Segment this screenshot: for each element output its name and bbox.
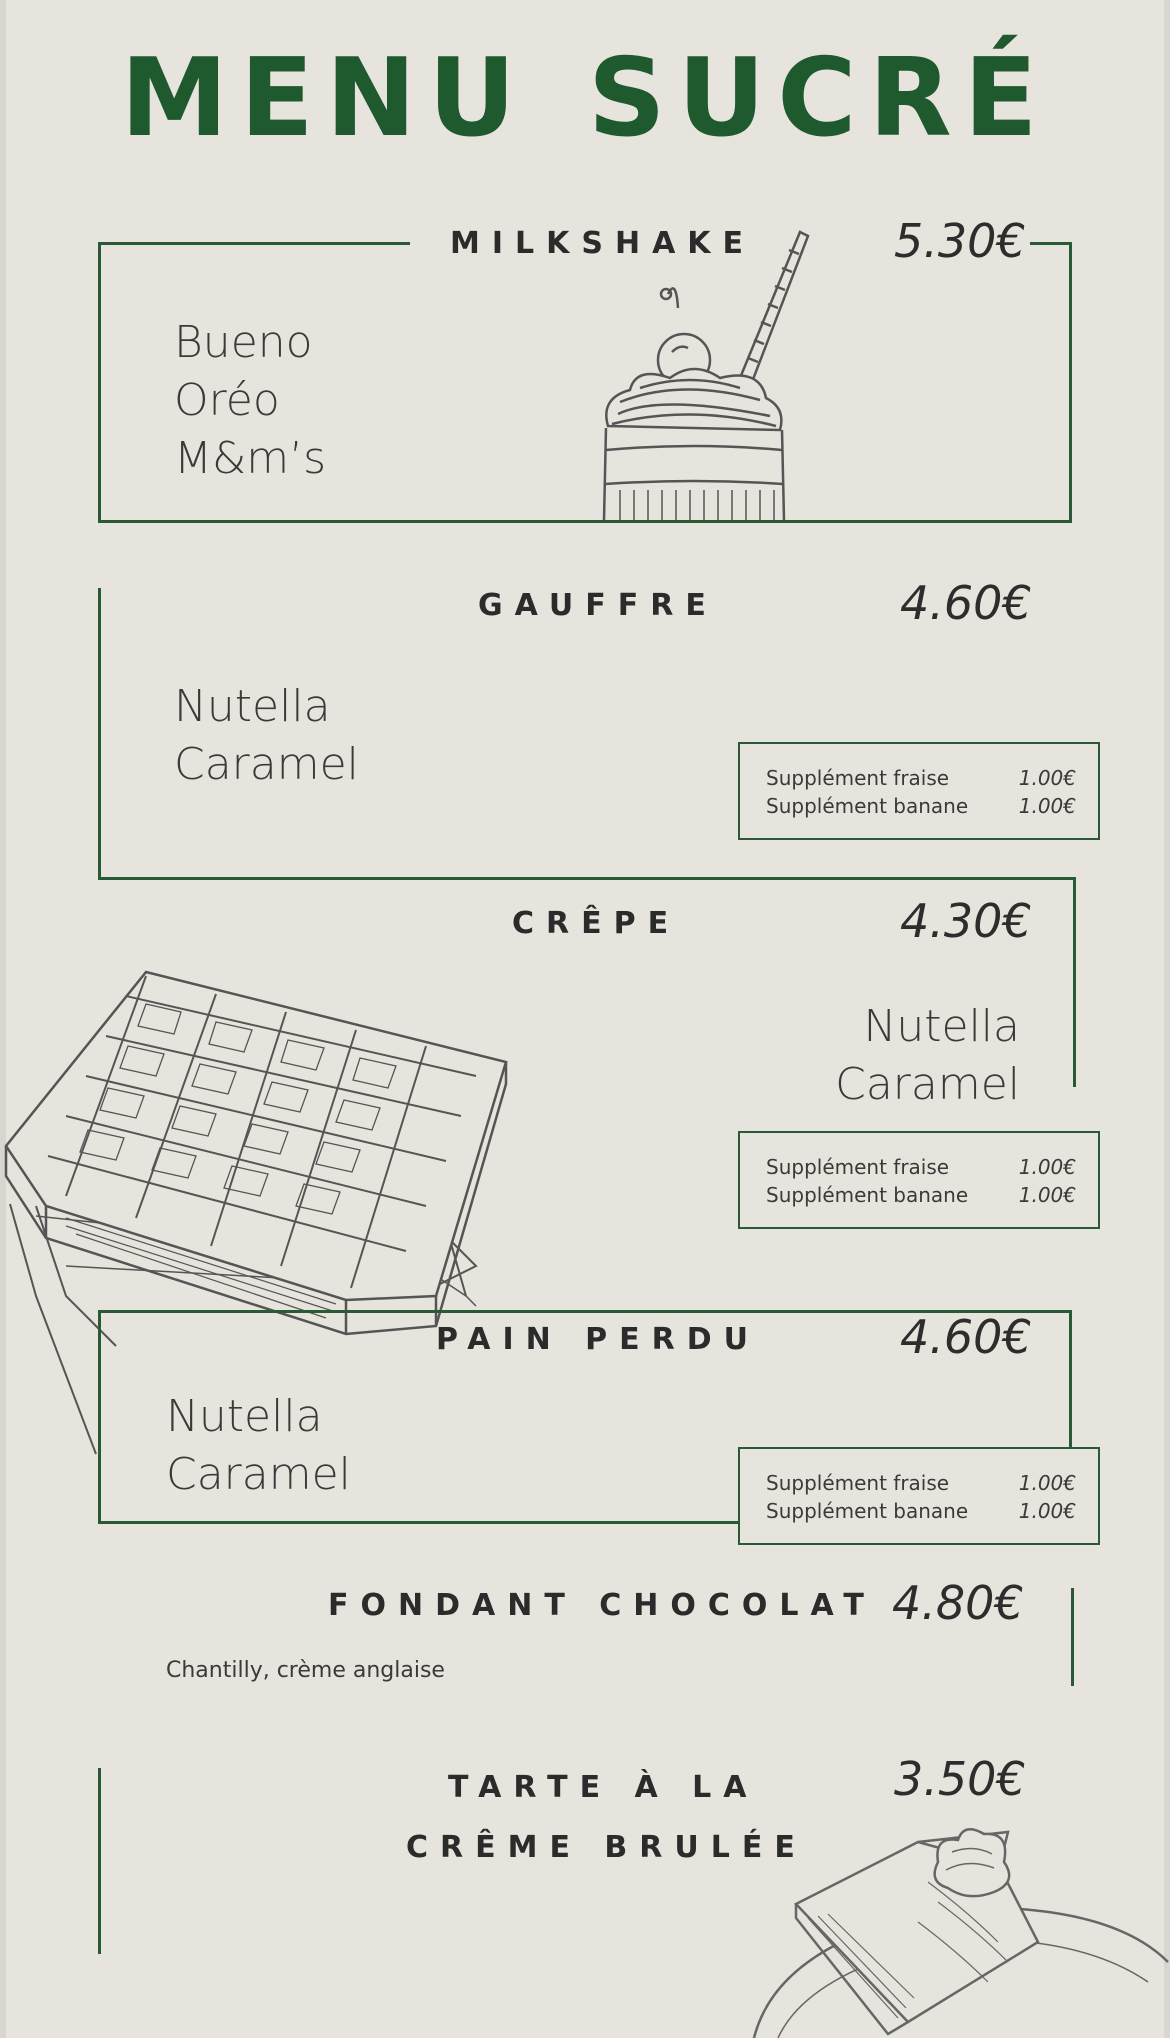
list-item: Caramel: [835, 1059, 1020, 1110]
frame-line: [98, 1768, 101, 1954]
supplement-row: Supplément fraise 1.00€: [766, 766, 1076, 790]
crepe-price: 4.30€: [900, 894, 1032, 948]
tarte-price: 3.50€: [894, 1752, 1026, 1806]
supplement-row: Supplément banane 1.00€: [766, 794, 1076, 818]
fondant-description: Chantilly, crème anglaise: [166, 1658, 445, 1683]
waffle-illustration: [6, 966, 514, 1454]
frame-line: [98, 877, 1076, 880]
list-item: Nutella: [166, 1391, 323, 1442]
frame-line: [98, 1521, 740, 1524]
frame-line: [98, 242, 101, 523]
gauffre-items: [174, 678, 359, 794]
title-word-menu: MENU: [120, 36, 528, 161]
list-item: Nutella: [174, 681, 331, 732]
frame-line: [98, 588, 101, 880]
milkshake-items: [174, 314, 326, 488]
frame-line: [1069, 1310, 1072, 1450]
frame-line: [98, 1310, 101, 1524]
list-item: Caramel: [166, 1449, 351, 1500]
supplement-row: Supplément banane 1.00€: [766, 1183, 1076, 1207]
fondant-heading: FONDANT CHOCOLAT: [328, 1588, 876, 1623]
frame-line: [1071, 1588, 1074, 1686]
frame-line: [98, 520, 1072, 523]
title-word-sucre: SUCRÉ: [587, 36, 1050, 161]
pain-perdu-items: [166, 1388, 351, 1504]
list-item: M&m’s: [174, 433, 327, 484]
milkshake-illustration: [590, 228, 820, 524]
crepe-heading: CRÊPE: [512, 906, 681, 941]
list-item: Oréo: [174, 375, 280, 426]
list-item: Bueno: [174, 317, 313, 368]
pain-perdu-price: 4.60€: [900, 1310, 1032, 1364]
supplement-box: [738, 742, 1100, 840]
milkshake-heading: MILKSHAKE: [450, 226, 756, 261]
tarte-heading-line1: TARTE À LA: [448, 1770, 759, 1805]
supplement-row: Supplément fraise 1.00€: [766, 1155, 1076, 1179]
right-edge: [1164, 0, 1170, 2038]
frame-line: [1069, 242, 1072, 523]
frame-line: [98, 242, 410, 245]
fondant-price: 4.80€: [892, 1576, 1024, 1630]
supplement-box: [738, 1447, 1100, 1545]
pain-perdu-heading: PAIN PERDU: [436, 1322, 761, 1357]
list-item: Caramel: [174, 739, 359, 790]
menu-title: [0, 36, 1170, 161]
tarte-heading-line2: CRÊME BRULÉE: [406, 1830, 807, 1865]
frame-line: [1073, 877, 1076, 1087]
list-item: Nutella: [863, 1001, 1020, 1052]
tart-illustration: [748, 1822, 1168, 2038]
supplement-row: Supplément fraise 1.00€: [766, 1471, 1076, 1495]
supplement-row: Supplément banane 1.00€: [766, 1499, 1076, 1523]
milkshake-price: 5.30€: [894, 214, 1026, 268]
gauffre-price: 4.60€: [900, 576, 1032, 630]
frame-line: [1030, 242, 1072, 245]
crepe-items: [835, 998, 1020, 1114]
supplement-box: [738, 1131, 1100, 1229]
gauffre-heading: GAUFFRE: [478, 588, 718, 623]
